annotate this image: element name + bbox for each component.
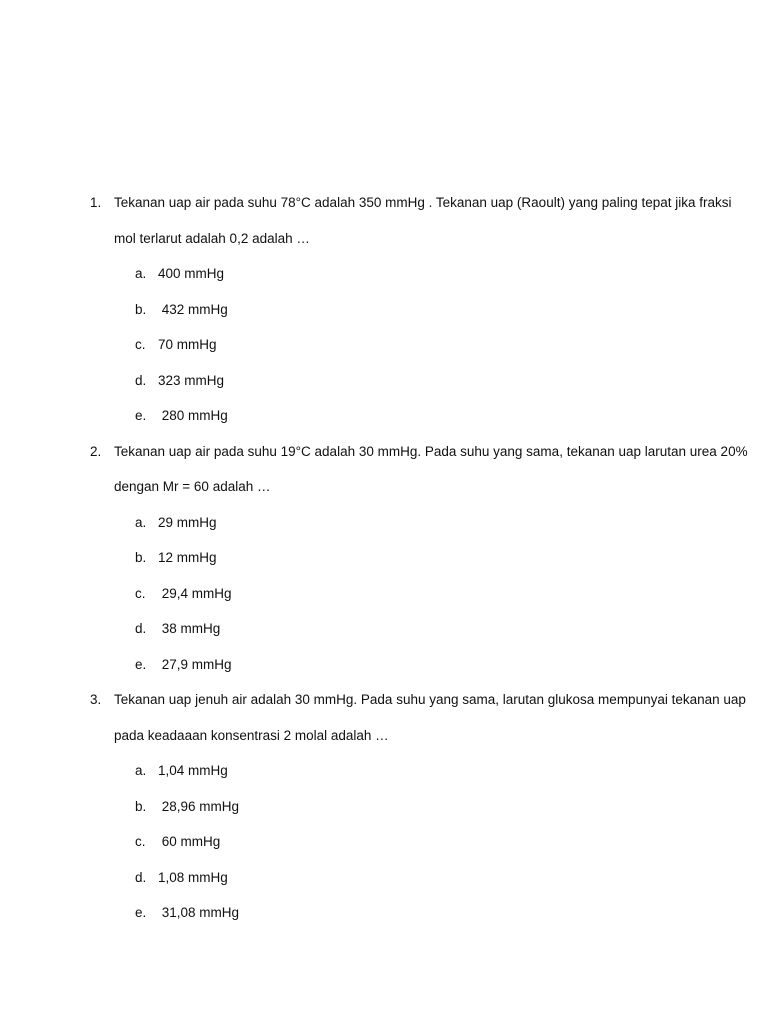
question-3: [90, 682, 746, 931]
option-list: [90, 505, 710, 683]
option-text: 28,96 mmHg: [158, 798, 240, 814]
question-number: 3.: [90, 692, 102, 707]
option-b: [90, 292, 710, 328]
option-d: [90, 860, 710, 896]
option-text: 27,9 mmHg: [158, 656, 232, 672]
option-text: 31,08 mmHg: [158, 905, 240, 920]
option-letter: a.: [135, 514, 147, 530]
option-letter: d.: [135, 372, 147, 388]
option-letter: b.: [135, 301, 147, 317]
option-c: [90, 824, 710, 860]
option-list: [90, 256, 710, 434]
option-e: [90, 398, 710, 434]
question-text-continued: mol terlarut adalah 0,2 adalah …: [114, 230, 310, 246]
question-text: Tekanan uap air pada suhu 19°C adalah 30 mmHg. Pada suhu yang sama, tekanan uap larutan urea 20%: [114, 443, 748, 459]
option-letter: c.: [135, 337, 146, 352]
option-text: 70 mmHg: [158, 337, 217, 352]
option-c: [90, 576, 710, 612]
option-c: [90, 327, 710, 363]
option-text: 60 mmHg: [158, 834, 221, 849]
option-a: [90, 753, 710, 789]
question-text-continued: dengan Mr = 60 adalah …: [114, 479, 271, 494]
option-letter: d.: [135, 621, 147, 636]
option-b: [90, 789, 710, 825]
question-2-line: [90, 434, 748, 470]
option-a: [90, 505, 710, 541]
option-text: 29 mmHg: [158, 514, 217, 530]
option-a: [90, 256, 710, 292]
option-letter: d.: [135, 869, 147, 885]
option-letter: b.: [135, 550, 147, 565]
question-text: Tekanan uap jenuh air adalah 30 mmHg. Pada suhu yang sama, larutan glukosa mempunyai tekanan uap: [114, 692, 746, 707]
option-letter: b.: [135, 798, 147, 814]
question-number: 1.: [90, 195, 102, 210]
option-letter: e.: [135, 905, 147, 920]
question-1-line: [90, 185, 732, 221]
option-list: [90, 753, 710, 931]
option-text: 1,04 mmHg: [158, 763, 228, 778]
option-letter: a.: [135, 763, 147, 778]
option-e: [90, 647, 710, 683]
option-text: 400 mmHg: [158, 266, 225, 281]
option-letter: e.: [135, 408, 147, 423]
question-text: Tekanan uap air pada suhu 78°C adalah 350 mmHg . Tekanan uap (Raoult) yang paling tepat jika fraksi: [114, 195, 732, 210]
option-text: 280 mmHg: [158, 408, 228, 423]
question-2: [90, 434, 748, 683]
option-letter: a.: [135, 266, 147, 281]
option-b: [90, 540, 710, 576]
question-list: [90, 185, 748, 931]
option-text: 38 mmHg: [158, 621, 221, 636]
option-text: 29,4 mmHg: [158, 585, 232, 601]
question-number: 2.: [90, 443, 102, 459]
option-e: [90, 895, 710, 931]
option-text: 323 mmHg: [158, 372, 225, 388]
option-d: [90, 611, 710, 647]
question-3-line: [90, 682, 746, 718]
option-letter: c.: [135, 585, 146, 601]
question-1: [90, 185, 732, 434]
question-text-continued: pada keadaaan konsentrasi 2 molal adalah …: [114, 727, 389, 743]
option-text: 432 mmHg: [158, 301, 228, 317]
option-letter: e.: [135, 656, 147, 672]
option-d: [90, 363, 710, 399]
option-letter: c.: [135, 834, 146, 849]
option-text: 12 mmHg: [158, 550, 217, 565]
option-text: 1,08 mmHg: [158, 869, 228, 885]
